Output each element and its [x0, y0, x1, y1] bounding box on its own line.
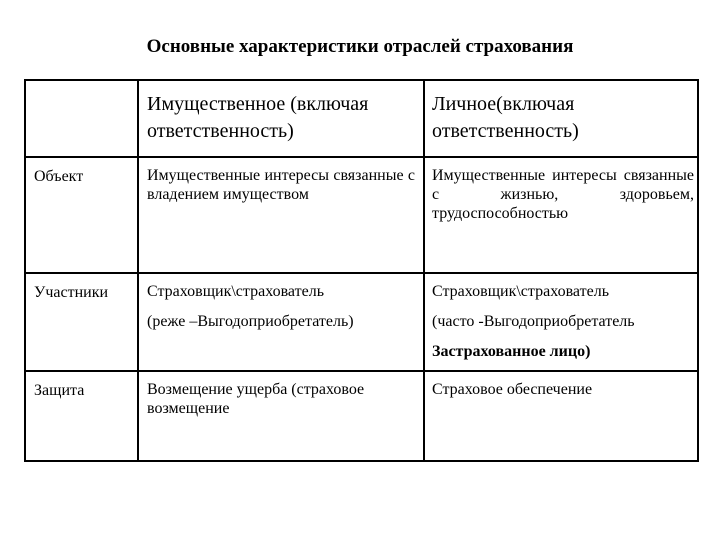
object-personal-cell: Имущественные интересы связанные с жизнью, здоровьем, трудоспособностью: [432, 167, 694, 222]
column-divider: [423, 81, 425, 460]
participants-personal-cell: [432, 277, 697, 367]
row-divider: [26, 156, 697, 158]
characteristics-table: [24, 79, 699, 462]
header-empty-cell: [26, 81, 137, 156]
protection-property-cell: Возмещение ущерба (страховое возмещение: [147, 381, 365, 417]
insured-person-line: Застрахованное лицо): [432, 343, 591, 360]
page-title: Основные характеристики отраслей страхования: [146, 36, 574, 57]
participants-property-cell: [147, 277, 417, 337]
row-label-participants: Участники: [34, 284, 109, 301]
participants-property-line: Страховщик\страхователь: [147, 283, 324, 300]
participants-property-line: (реже –Выгодоприобретатель): [147, 313, 354, 330]
row-label-protection: Защита: [34, 382, 85, 399]
header-property-insurance: Имущественное (включая ответственность): [147, 93, 369, 142]
row-divider: [26, 272, 697, 274]
participants-personal-line: Страховщик\страхователь: [432, 283, 609, 300]
row-label-object: Объект: [34, 168, 84, 185]
participants-personal-line: (часто -Выгодоприобретатель: [432, 313, 635, 330]
column-divider: [137, 81, 139, 460]
header-personal-insurance: Личное(включая ответственность): [432, 93, 579, 142]
row-divider: [26, 370, 697, 372]
protection-personal-cell: Страховое обеспечение: [432, 381, 593, 398]
object-property-cell: Имущественные интересы связанные с владением имуществом: [147, 167, 415, 203]
